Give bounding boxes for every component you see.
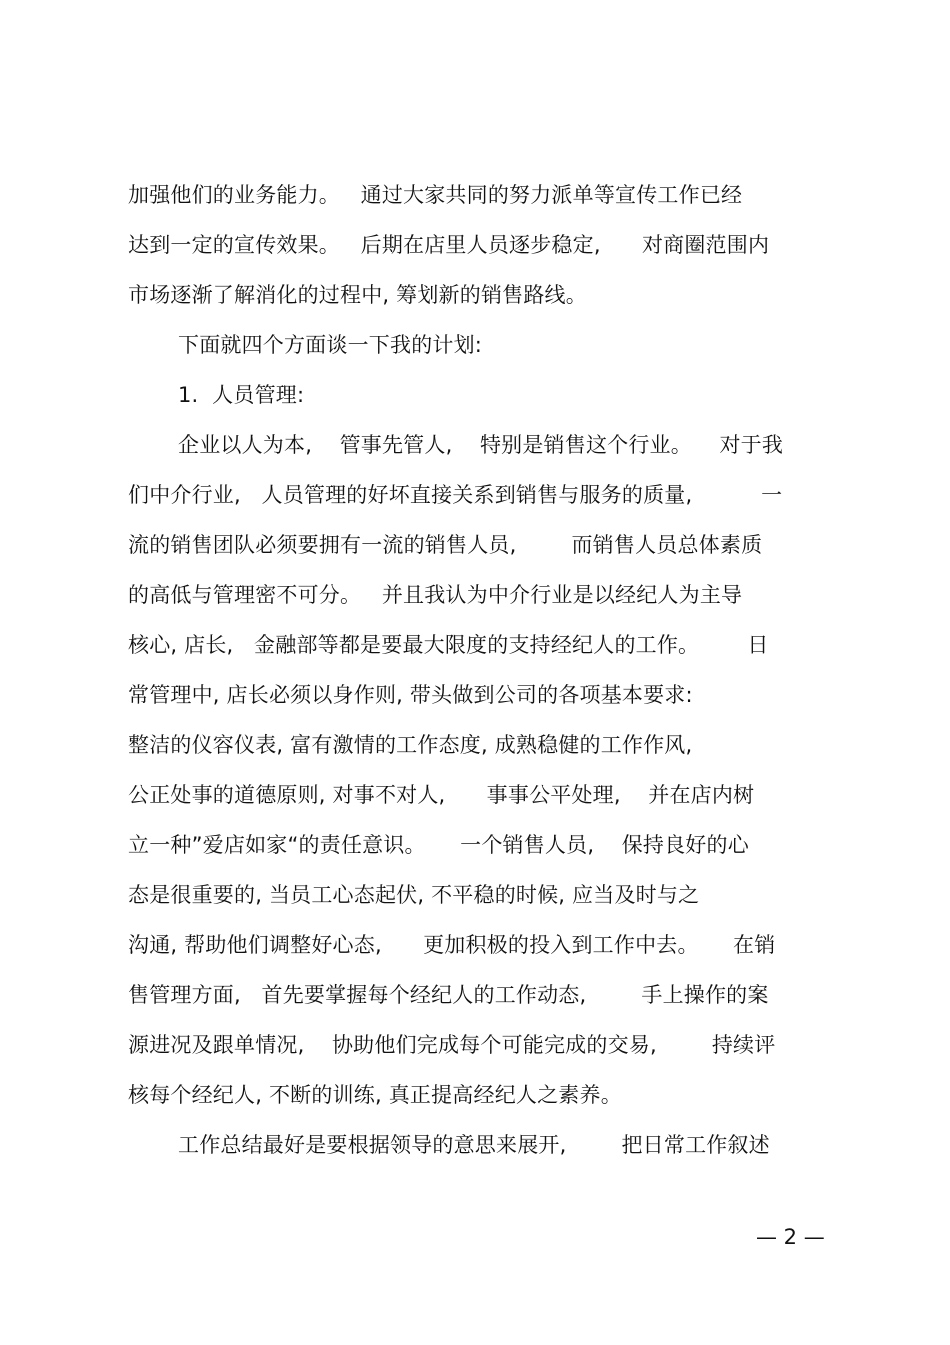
- section-heading: 1. 人员管理:: [178, 383, 305, 407]
- body-text-line: 企业以人为本, 管事先管人, 特别是销售这个行业。 对于我: [178, 433, 784, 457]
- body-text-line: 常管理中, 店长必须以身作则, 带头做到公司的各项基本要求:: [128, 683, 693, 707]
- body-text-line: 立一种”爱店如家“的责任意识。 一个销售人员, 保持良好的心: [128, 833, 749, 857]
- body-text-line: 沟通, 帮助他们调整好心态, 更加积极的投入到工作中去。 在销: [128, 933, 776, 957]
- paragraph-intro-line: 下面就四个方面谈一下我的计划:: [178, 333, 483, 357]
- body-text-line: 源进况及跟单情况, 协助他们完成每个可能完成的交易, 持续评: [128, 1033, 776, 1057]
- body-text-line: 工作总结最好是要根据领导的意思来展开, 把日常工作叙述: [178, 1133, 770, 1157]
- body-text-line: 达到一定的宣传效果。 后期在店里人员逐步稳定, 对商圈范围内: [128, 233, 770, 257]
- body-text-line: 的高低与管理密不可分。 并且我认为中介行业是以经纪人为主导: [128, 583, 743, 607]
- body-text-line: 市场逐渐了解消化的过程中, 筹划新的销售路线。: [128, 283, 587, 307]
- body-text-line: 核每个经纪人, 不断的训练, 真正提高经纪人之素养。: [128, 1083, 622, 1107]
- body-text-line: 流的销售团队必须要拥有一流的销售人员, 而销售人员总体素质: [128, 533, 763, 557]
- body-text-line: 售管理方面, 首先要掌握每个经纪人的工作动态, 手上操作的案: [128, 983, 769, 1007]
- body-text-line: 公正处事的道德原则, 对事不对人, 事事公平处理, 并在店内树: [128, 783, 755, 807]
- body-text-line: 们中介行业, 人员管理的好坏直接关系到销售与服务的质量, 一: [128, 483, 783, 507]
- body-text-line: 整洁的仪容仪表, 富有激情的工作态度, 成熟稳健的工作作风,: [128, 733, 693, 757]
- body-text-line: 核心, 店长, 金融部等都是要最大限度的支持经纪人的工作。 日: [128, 633, 769, 657]
- body-text-line: 加强他们的业务能力。 通过大家共同的努力派单等宣传工作已经: [128, 183, 743, 207]
- body-text-line: 态是很重要的, 当员工心态起伏, 不平稳的时候, 应当及时与之: [128, 883, 700, 907]
- page-number: — 2 —: [756, 1225, 825, 1249]
